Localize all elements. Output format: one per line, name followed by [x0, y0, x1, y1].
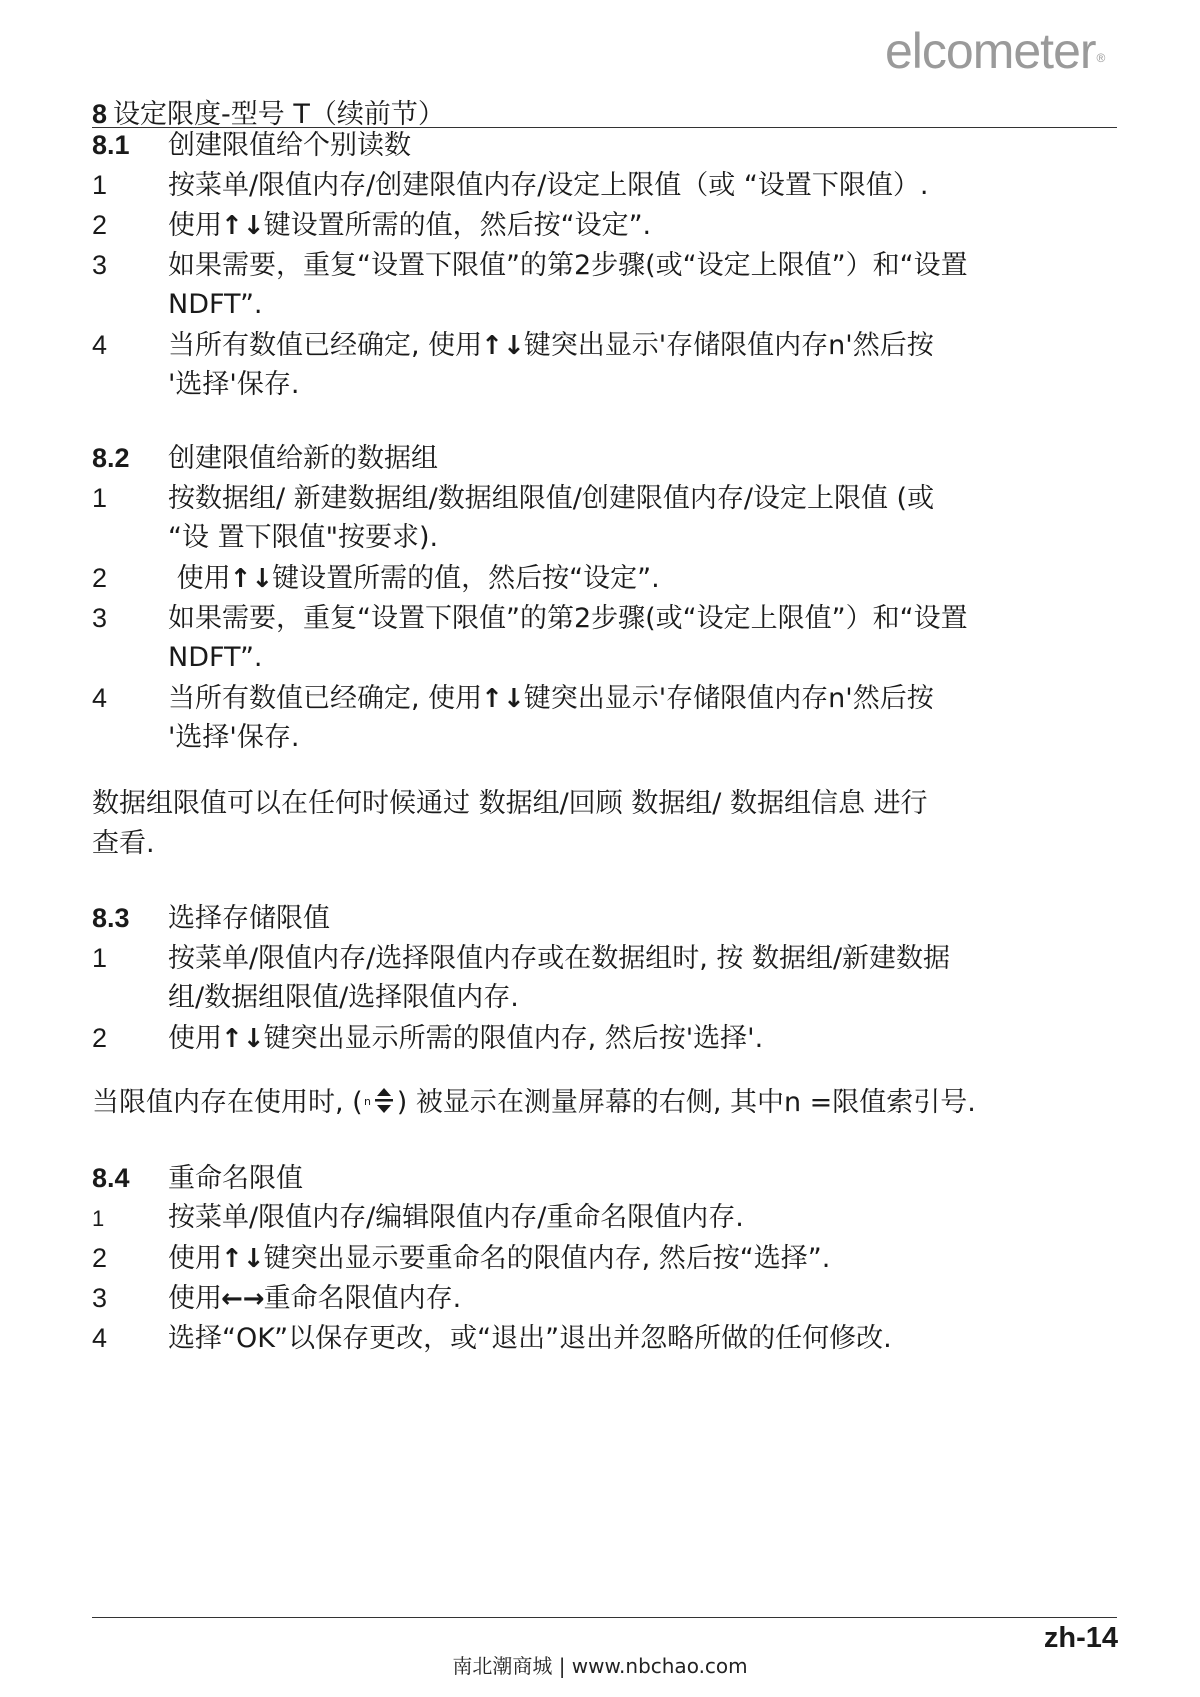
step-8-1-3-cont: NDFT”. [168, 289, 263, 320]
section-8-1-heading: 8.1 创建限值给个别读数 [92, 130, 411, 161]
section-8-3-heading: 8.3 选择存储限值 [92, 903, 330, 934]
step-8-2-1-cont: “设 置下限值"按要求). [168, 522, 439, 553]
step-8-1-2: 2 使用↑↓键设置所需的值，然后按“设定”. [92, 207, 651, 244]
step-8-4-3: 3 使用←→重命名限值内存. [92, 1280, 461, 1317]
chapter-number: 8 [92, 99, 108, 129]
up-down-arrows-icon: ↑↓ [229, 564, 274, 594]
up-down-arrows-icon: ↑↓ [221, 211, 265, 241]
up-down-arrows-icon: ↑↓ [481, 331, 525, 361]
step-8-4-4: 4 选择“OK”以保存更改，或“退出”退出并忽略所做的任何修改. [92, 1323, 892, 1354]
step-8-3-1: 1 按菜单/限值内存/选择限值内存或在数据组时, 按 数据组/新建数据 [92, 943, 951, 974]
step-8-2-3-cont: NDFT”. [168, 642, 263, 673]
step-8-3-2: 2 使用↑↓键突出显示所需的限值内存, 然后按'选择'. [92, 1020, 763, 1057]
step-8-2-1: 1 按数据组/ 新建数据组/数据组限值/创建限值内存/设定上限值 (或 [92, 483, 935, 514]
svg-text:n: n [363, 1095, 371, 1108]
chapter-heading [92, 92, 445, 131]
limit-indicator-icon [363, 1085, 397, 1125]
step-8-2-4: 4 当所有数值已经确定, 使用↑↓键突出显示'存储限值内存n'然后按 [92, 680, 934, 717]
up-down-arrows-icon: ↑↓ [481, 684, 525, 714]
site-footer: 南北潮商城 | www.nbchao.com [452, 1654, 748, 1678]
section-8-4-heading: 8.4 重命名限值 [92, 1163, 303, 1194]
step-8-4-1: 1 按菜单/限值内存/编辑限值内存/重命名限值内存. [92, 1202, 744, 1233]
page-number: zh-14 [1043, 1622, 1118, 1654]
step-8-2-2: 2 使用↑↓键设置所需的值，然后按“设定”. [92, 560, 660, 597]
elcometer-logo: elcometer® [885, 23, 1105, 79]
step-8-1-4-cont: '选择'保存. [168, 369, 300, 400]
up-down-arrows-icon: ↑↓ [221, 1024, 265, 1054]
step-8-1-4: 4 当所有数值已经确定, 使用↑↓键突出显示'存储限值内存n'然后按 [92, 327, 934, 364]
step-8-1-3: 3 如果需要，重复“设置下限值”的第2步骤(或“设定上限值”）和“设置 [92, 250, 968, 281]
section-8-2-heading: 8.2 创建限值给新的数据组 [92, 443, 438, 474]
limit-indicator-note: 当限值内存在使用时, ( n ) 被显示在测量屏幕的右侧, 其中n =限值索引号. [92, 1085, 976, 1125]
step-8-2-4-cont: '选择'保存. [168, 722, 300, 753]
footer-rule [92, 1617, 1117, 1618]
dataset-limits-note-cont: 查看. [92, 828, 155, 859]
step-8-2-3: 3 如果需要，重复“设置下限值”的第2步骤(或“设定上限值”）和“设置 [92, 603, 968, 634]
left-right-arrows-icon: ←→ [221, 1284, 265, 1314]
dataset-limits-note: 数据组限值可以在任何时候通过 数据组/回顾 数据组/ 数据组信息 进行 [92, 788, 928, 819]
step-8-1-1: 1 按菜单/限值内存/创建限值内存/设定上限值（或 “设置下限值）. [92, 170, 929, 201]
up-down-arrows-icon: ↑↓ [221, 1244, 265, 1274]
step-8-4-2: 2 使用↑↓键突出显示要重命名的限值内存, 然后按“选择”. [92, 1240, 830, 1277]
step-8-3-1-cont: 组/数据组限值/选择限值内存. [168, 982, 519, 1013]
chapter-title: 设定限度-型号 T（续前节） [113, 99, 445, 130]
